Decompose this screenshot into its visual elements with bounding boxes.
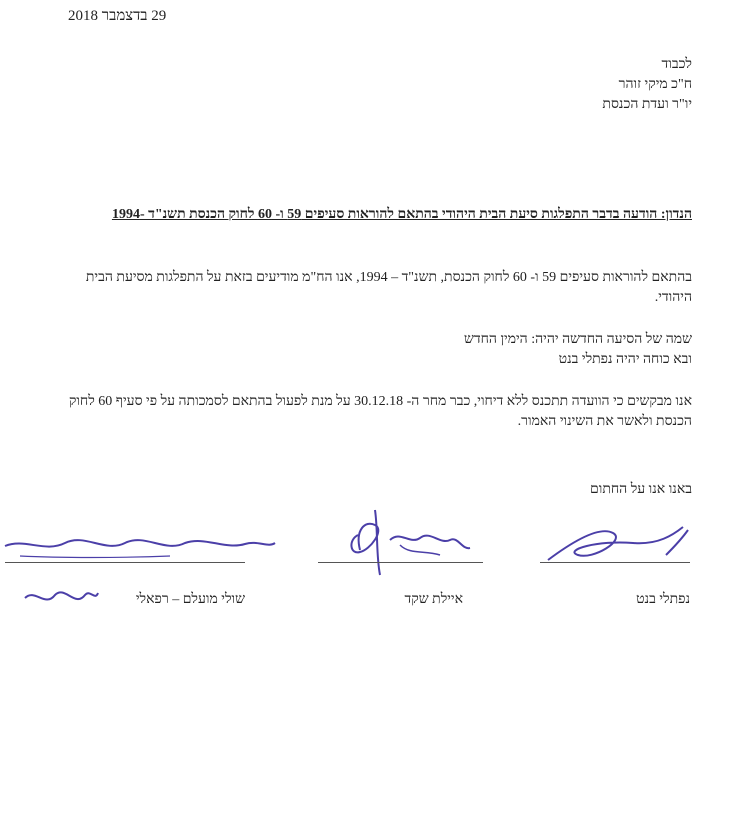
signature-shaked (330, 500, 480, 580)
closing-line: באנו אנו על החתום (590, 482, 692, 497)
signatory-name-shaked: איילת שקד (404, 592, 463, 607)
letter-subject: הנדון: הודעה בדבר התפלגות סיעת הבית היהודי בהתאם להוראות סעיפים 59 ו- 60 לחוק הכנסת תשנ"ד -1994 (111, 207, 692, 222)
signature-line-moalem (5, 562, 245, 563)
body-paragraph-3: אנו מבקשים כי הוועדה תתכנס ללא דיחוי, כבר מחר ה- 30.12.18 על מנת לפעול בהתאם לסמכותה על פי סעיף 60 לחוק הכנסת ולאשר את השינוי האמור. (68, 394, 692, 429)
signature-line-shaked (318, 562, 483, 563)
faction-representative-line: ובא כוחה יהיה נפתלי בנט (558, 352, 692, 367)
body-paragraph-1: בהתאם להוראות סעיפים 59 ו- 60 לחוק הכנסת, תשנ"ד – 1994, אנו הח"מ מודיעים בזאת על התפלגות מסיעת הבית היהודי. (85, 270, 692, 305)
signatory-name-bennett: נפתלי בנט (636, 592, 690, 607)
addressee-title: יו"ר ועדת הכנסת (602, 97, 692, 112)
letter-date: 29 בדצמבר 2018 (68, 8, 167, 24)
addressee-block (602, 55, 692, 115)
handwritten-rafaeli (20, 583, 100, 613)
addressee-name: ח"כ מיקי זוהר (618, 77, 692, 92)
body-paragraph-2 (58, 330, 692, 370)
signature-bennett (538, 515, 698, 575)
signatory-name-moalem: שולי מועלם – רפאלי (135, 592, 245, 607)
addressee-salutation: לכבוד (661, 57, 692, 72)
new-faction-name-line: שמה של הסיעה החדשה יהיה: הימין החדש (463, 332, 692, 347)
signature-moalem (0, 518, 280, 573)
signature-line-bennett (540, 562, 690, 563)
